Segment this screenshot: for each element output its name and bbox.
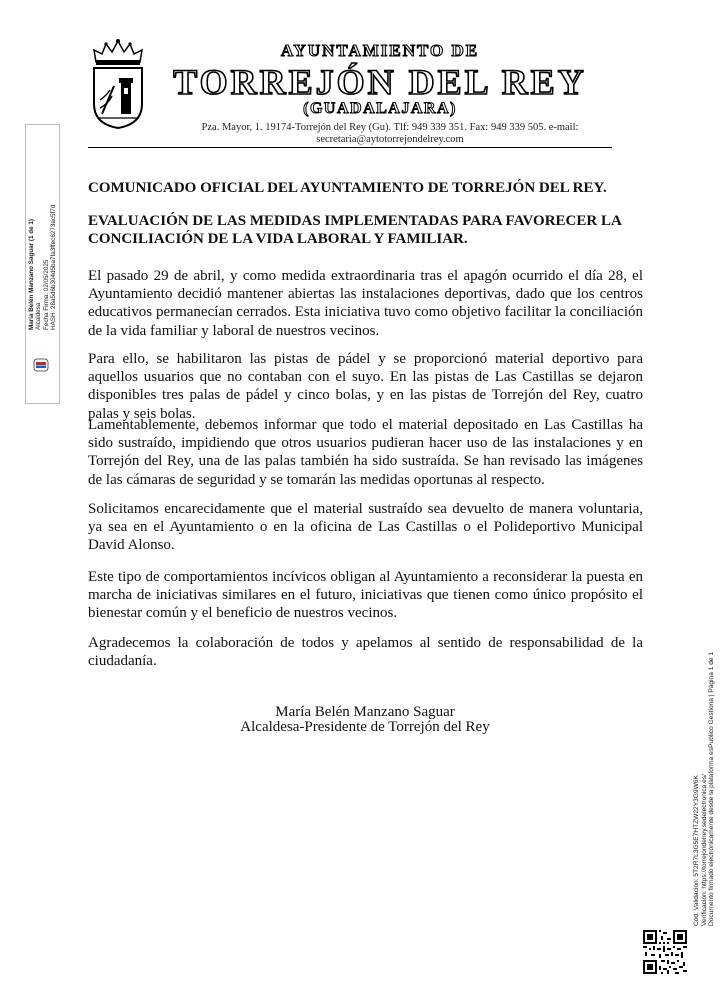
document-subtitle: EVALUACIÓN DE LAS MEDIDAS IMPLEMENTADAS PARA FAVORECER LA CONCILIACIÓN DE LA VIDA LABORAL Y FAMILIAR. — [88, 213, 621, 247]
header-divider — [88, 147, 612, 148]
header-address — [160, 122, 620, 146]
validation-code: Cód. Validación: 5T2R7L3G5E7HTZW22Y3G9W6K — [693, 775, 700, 926]
document-title: COMUNICADO OFICIAL DEL AYUNTAMIENTO DE TORREJÓN DEL REY. — [88, 180, 607, 196]
paragraph: Solicitamos encarecidamente que el material sustraído sea devuelto de manera voluntaria, ya sea en el Ayuntamiento o en la oficina de Las Castillas o el Polideportivo Municipal David Alonso. — [88, 501, 643, 554]
sign-hash-line: HASH: 28a5d6b304d5ba7fa3ffec6273ac5f7d — [50, 204, 58, 330]
header-province: (GUADALAJARA) — [303, 100, 457, 117]
paragraph: Este tipo de comportamientos incívicos obligan al Ayuntamiento a reconsiderar la puesta en marcha de iniciativas similares en el futuro, iniciativas que tienen como único propósito el bienestar común y el beneficio de nuestros vecinos. — [88, 569, 643, 622]
signer-name: María Belén Manzano Saguar — [275, 704, 455, 720]
platform-note: Documento firmado electrónicamente desde la plataforma esPublico Gestiona | Página 1 de 1 — [708, 651, 716, 926]
header-address-line2: secretaria@aytotorrejondelrey.com — [316, 134, 464, 145]
paragraph: El pasado 29 de abril, y como medida extraordinaria tras el apagón ocurrido el día 28, el Ayuntamiento decidió mantener abiertas las instalaciones deportivas, dado que los centros educativos permanecían cerrados. Esta iniciativa tuvo como objetivo facilitar la conciliación de la vida familiar y laboral de nuestros vecinos. — [88, 268, 643, 339]
signer-role-line: Alcaldesa — [35, 302, 43, 330]
validation-strip-text — [693, 652, 716, 926]
signer-line: María Belén Manzano Saguar (1 de 1) — [28, 219, 35, 330]
header-ayuntamiento: AYUNTAMIENTO DE — [280, 41, 480, 60]
header-address-line1: Pza. Mayor, 1. 19174-Torrejón del Rey (Gu). Tlf: 949 339 351. Fax: 949 339 505. e-mail: — [201, 122, 579, 133]
paragraph: Agradecemos la colaboración de todos y apelamos al sentido de responsabilidad de la ciudadanía. — [88, 635, 643, 670]
signature-strip-text — [28, 205, 58, 330]
signer-role: Alcaldesa-Presidente de Torrejón del Rey — [240, 719, 490, 735]
qr-code-icon — [643, 930, 687, 974]
verification-url: Verificación: https://torrejondelrey.sedelectronica.es/ — [700, 774, 708, 926]
signature-platform-logo-icon — [33, 358, 49, 372]
paragraph: Lamentablemente, debemos informar que todo el material depositado en Las Castillas ha sido sustraído, impidiendo que otros usuarios pudieran hacer uso de las instalaciones y en Torrejón del Rey, una de las palas también ha sido sustraída. Se han revisado las imágenes de las cámaras de seguridad y se tomarán las medidas oportunas al respecto. — [88, 417, 643, 488]
sign-date-line: Fecha Firma: 02/05/2025 — [42, 259, 50, 330]
header-town-name: TORREJÓN DEL REY — [173, 62, 587, 102]
paragraph: Para ello, se habilitaron las pistas de pádel y se proporcionó material deportivo para aquellos usuarios que no contaban con el suyo. En las pistas de Las Castillas se dejaron disponibles tres palas de pádel y cinco bolas, y en las pistas de Torrejón del Rey, cuatro palas y seis bolas. — [88, 351, 643, 422]
